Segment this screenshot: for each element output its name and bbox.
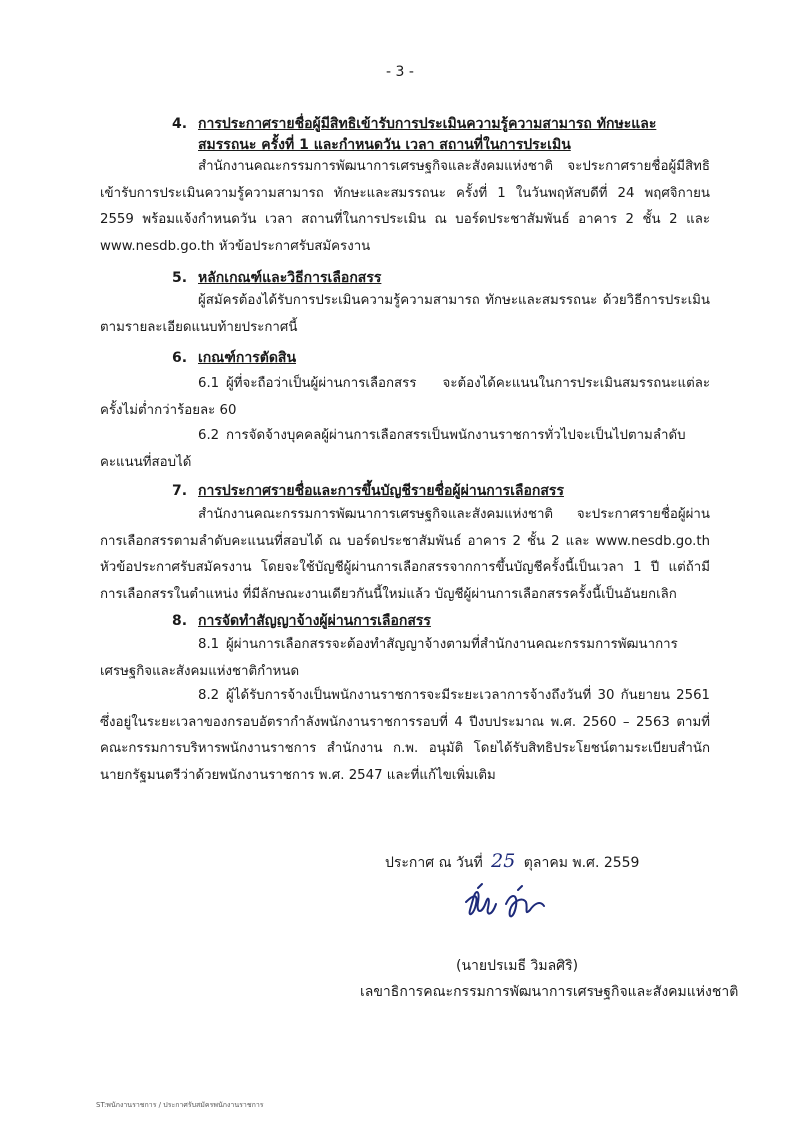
signature-image (456, 880, 566, 940)
section-4-title-line2: สมรรถนะ ครั้งที่ 1 และกำหนดวัน เวลา สถานที่ในการประเมิน (198, 137, 571, 153)
section-8-title: การจัดทำสัญญาจ้างผู้ผ่านการเลือกสรร (198, 613, 431, 629)
page-number: - 3 - (386, 64, 414, 80)
section-6-number: 6. (172, 350, 188, 366)
section-5-body: ผู้สมัครต้องได้รับการประเมินความรู้ความสามารถ ทักษะและสมรรถนะ ด้วยวิธีการประเมิน ตามรายละเอียดแนบท้ายประกาศนี้ (100, 293, 710, 335)
section-4-body: สำนักงานคณะกรรมการพัฒนาการเศรษฐกิจและสังคมแห่งชาติ จะประกาศรายชื่อผู้มีสิทธิเข้ารับการประเมินความรู้ความสามารถ ทักษะและสมรรถนะ ครั้งที่ 1 ในวันพฤหัสบดีที่ 24 พฤศจิกายน 2559 พร้อมแจ้งกำหนดวัน เวลา สถานที่ในการประเมิน ณ บอร์ดประชาสัมพันธ์ อาคาร 2 ชั้น 2 และ www.nesdb.go.th หัวข้อประกาศรับสมัครงาน (100, 159, 710, 254)
section-8-item-1: 8.1 ผู้ผ่านการเลือกสรรจะต้องทำสัญญาจ้างตามที่สำนักงานคณะกรรมการพัฒนาการเศรษฐกิจและสังคมแห่งชาติกำหนด (100, 637, 678, 679)
section-5-title: หลักเกณฑ์และวิธีการเลือกสรร (198, 270, 382, 286)
section-6-heading (172, 348, 296, 368)
section-4-heading (172, 114, 656, 134)
section-5-number: 5. (172, 270, 188, 286)
section-8-heading (172, 611, 431, 631)
section-4-title-line1: การประกาศรายชื่อผู้มีสิทธิเข้ารับการประเมินความรู้ความสามารถ ทักษะและ (198, 116, 657, 132)
section-7-heading (172, 481, 564, 501)
section-8-number: 8. (172, 613, 188, 629)
section-6-item-1: 6.1 ผู้ที่จะถือว่าเป็นผู้ผ่านการเลือกสรร จะต้องได้คะแนนในการประเมินสมรรถนะแต่ละครั้งไม่ต่ำกว่าร้อยละ 60 (100, 376, 710, 418)
section-6-item-2: 6.2 การจัดจ้างบุคคลผู้ผ่านการเลือกสรรเป็นพนักงานราชการทั่วไปจะเป็นไปตามลำดับคะแนนที่สอบได้ (100, 428, 686, 470)
signer-name: (นายปรเมธี วิมลศิริ) (456, 958, 579, 974)
section-7-number: 7. (172, 483, 188, 499)
announcement-prefix: ประกาศ ณ วันที่ (385, 855, 483, 871)
signer-title: เลขาธิการคณะกรรมการพัฒนาการเศรษฐกิจและสังคมแห่งชาติ (360, 984, 739, 1000)
announcement-day: 25 (491, 850, 516, 872)
section-7-body: สำนักงานคณะกรรมการพัฒนาการเศรษฐกิจและสังคมแห่งชาติ จะประกาศรายชื่อผู้ผ่านการเลือกสรรตามลำดับคะแนนที่สอบได้ ณ บอร์ดประชาสัมพันธ์ อาคาร 2 ชั้น 2 และ www.nesdb.go.th หัวข้อประกาศรับสมัครงาน โดยจะใช้บัญชีผู้ผ่านการเลือกสรรจากการขึ้นบัญชีครั้งนี้เป็นเวลา 1 ปี แต่ถ้ามีการเลือกสรรในตำแหน่ง ที่มีลักษณะงานเดียวกันนี้ใหม่แล้ว บัญชีผู้ผ่านการเลือกสรรครั้งนี้เป็นอันยกเลิก (100, 507, 710, 602)
announcement-month-year: ตุลาคม พ.ศ. 2559 (523, 855, 640, 871)
section-7-title: การประกาศรายชื่อและการขึ้นบัญชีรายชื่อผู้ผ่านการเลือกสรร (198, 483, 564, 499)
section-5-heading (172, 268, 381, 288)
footer-filename: ST:พนักงานราชการ / ประกาศรับสมัครพนักงานราชการ (96, 1101, 264, 1109)
section-8-item-2: 8.2 ผู้ได้รับการจ้างเป็นพนักงานราชการจะมีระยะเวลาการจ้างถึงวันที่ 30 กันยายน 2561 ซึ่งอยู่ในระยะเวลาของกรอบอัตรากำลังพนักงานราชการรอบที่ 4 ปีงบประมาณ พ.ศ. 2560 – 2563 ตามที่คณะกรรมการบริหารพนักงานราชการ สำนักงาน ก.พ. อนุมัติ โดยได้รับสิทธิประโยชน์ตามระเบียบสำนักนายกรัฐมนตรีว่าด้วยพนักงานราชการ พ.ศ. 2547 และที่แก้ไขเพิ่มเติม (100, 688, 710, 783)
section-6-title: เกณฑ์การตัดสิน (198, 350, 297, 366)
announcement-date (385, 850, 639, 874)
section-4-number: 4. (172, 116, 188, 132)
